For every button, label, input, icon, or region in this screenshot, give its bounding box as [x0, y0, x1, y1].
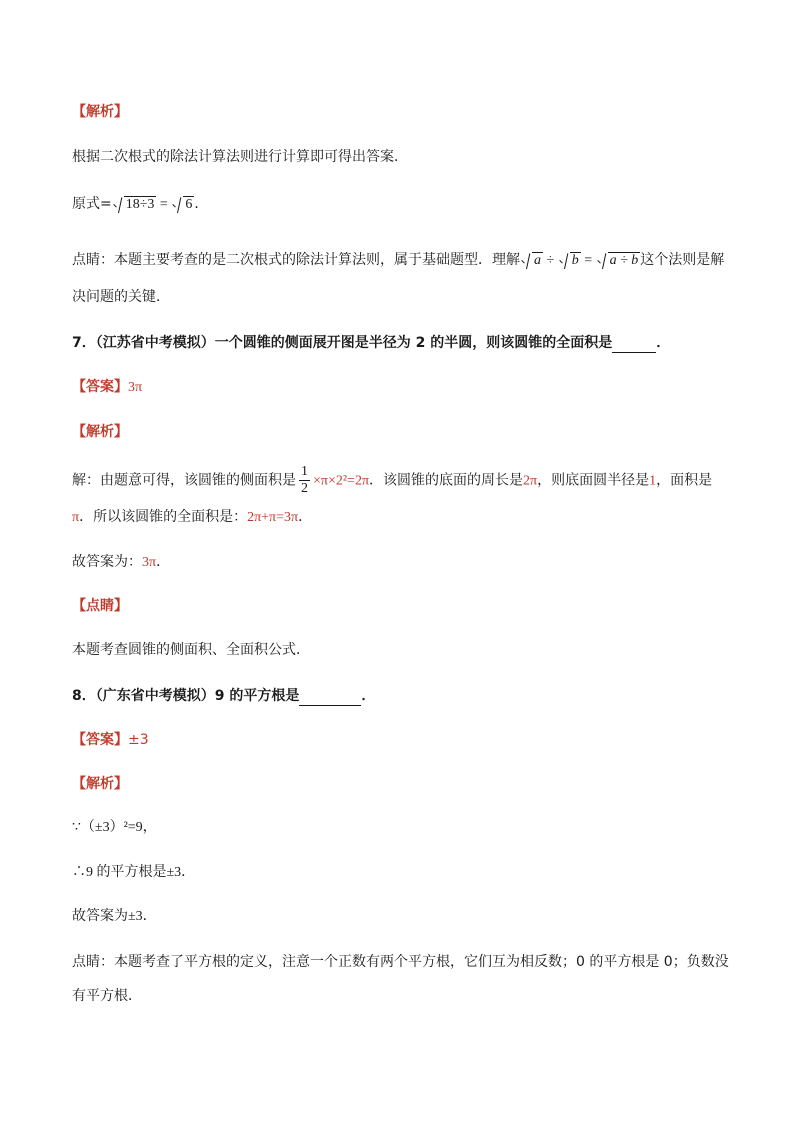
- radical-a-div-b: a ÷ b: [598, 252, 641, 270]
- q6-comment-line2: 决问题的关键．: [72, 289, 170, 305]
- answer-tag: 【答案】: [72, 379, 128, 395]
- formula-prefix: 原式=: [72, 196, 112, 212]
- comment-text-a: 点睛：本题主要考查的是二次根式的除法计算法则，属于基础题型．理解: [72, 252, 520, 268]
- equals-sign: =: [156, 197, 172, 212]
- sol-text-a: 解：由题意可得，该圆锥的侧面积是: [72, 472, 296, 489]
- q7-answer: [72, 378, 142, 397]
- formula-end: ．: [194, 196, 209, 212]
- q6-analysis-tag: 【解析】: [72, 104, 128, 120]
- radical-a: a: [522, 252, 543, 270]
- q7-analysis-tag: 【解析】: [72, 424, 128, 440]
- answer-tag: 【答案】: [72, 732, 128, 748]
- q6-original-formula: [72, 195, 208, 214]
- q8-comment-line2: 有平方根．: [72, 988, 142, 1004]
- answer-blank: [299, 687, 361, 706]
- answer-blank: [612, 334, 656, 353]
- q8-question-end: ．: [361, 688, 376, 704]
- q8-step2: ∴9 的平方根是±3．: [72, 865, 196, 880]
- final-end: ．: [156, 554, 171, 570]
- q7-final: [72, 553, 170, 572]
- fraction-one-half: $\frac{1}{2}$: [301, 464, 308, 496]
- q7-solution-line1: [72, 464, 712, 497]
- q8-final: 故答案为±3．: [72, 909, 157, 924]
- q8-step1: ∵（±3）²=9，: [72, 820, 157, 835]
- q6-analysis-text: 根据二次根式的除法计算法则进行计算即可得出答案．: [72, 149, 408, 165]
- sol-expr-2: 2π: [523, 473, 538, 489]
- sol-text-i: ．所以该圆锥的全面积是：: [79, 509, 248, 525]
- sol-expr-3: 1: [649, 473, 657, 489]
- final-value: 3π: [142, 555, 157, 570]
- q7-point-tag: 【点睛】: [72, 598, 128, 614]
- q7-point-text: 本题考查圆锥的侧面积、全面积公式．: [72, 642, 310, 658]
- q8-question: [72, 687, 375, 706]
- radical-6: 6: [173, 196, 194, 214]
- sol-text-k: ．: [298, 509, 313, 525]
- radical-b: b: [560, 252, 581, 270]
- q7-solution-line2: [72, 508, 312, 527]
- equals-sign-2: =: [580, 253, 596, 268]
- divide-sign: ÷: [543, 253, 558, 268]
- radical-18-div-3: 18÷3: [114, 196, 157, 214]
- sol-expr-4: π: [72, 510, 80, 525]
- sol-text-c: ．该圆锥的底面的周长是: [369, 472, 524, 489]
- comment-text-b: 这个法则是解: [640, 252, 725, 268]
- q8-analysis-tag: 【解析】: [72, 776, 128, 792]
- q7-question-text: 7．（江苏省中考模拟）一个圆锥的侧面展开图是半径为 2 的半圆，则该圆锥的全面积是: [72, 335, 613, 351]
- answer-value: 3π: [128, 380, 143, 395]
- q8-question-text: 8．（广东省中考模拟）9 的平方根是: [72, 688, 300, 704]
- q6-comment-line1: [72, 251, 724, 270]
- q7-question: [72, 334, 670, 353]
- sol-text-g: ，面积是: [656, 472, 713, 489]
- sol-text-e: ，则底面圆半径是: [537, 472, 650, 489]
- sol-expr-1: ×π×2²=2π: [313, 473, 370, 489]
- q7-question-end: ．: [656, 335, 671, 351]
- q8-comment-line1: 点睛：本题考查了平方根的定义，注意一个正数有两个平方根，它们互为相反数；0 的平方根是 0；负数没: [72, 954, 729, 970]
- q8-answer: [72, 731, 149, 749]
- final-text: 故答案为：: [72, 554, 142, 570]
- sol-expr-5: 2π+π=3π: [247, 510, 299, 525]
- answer-value: ±3: [128, 732, 149, 748]
